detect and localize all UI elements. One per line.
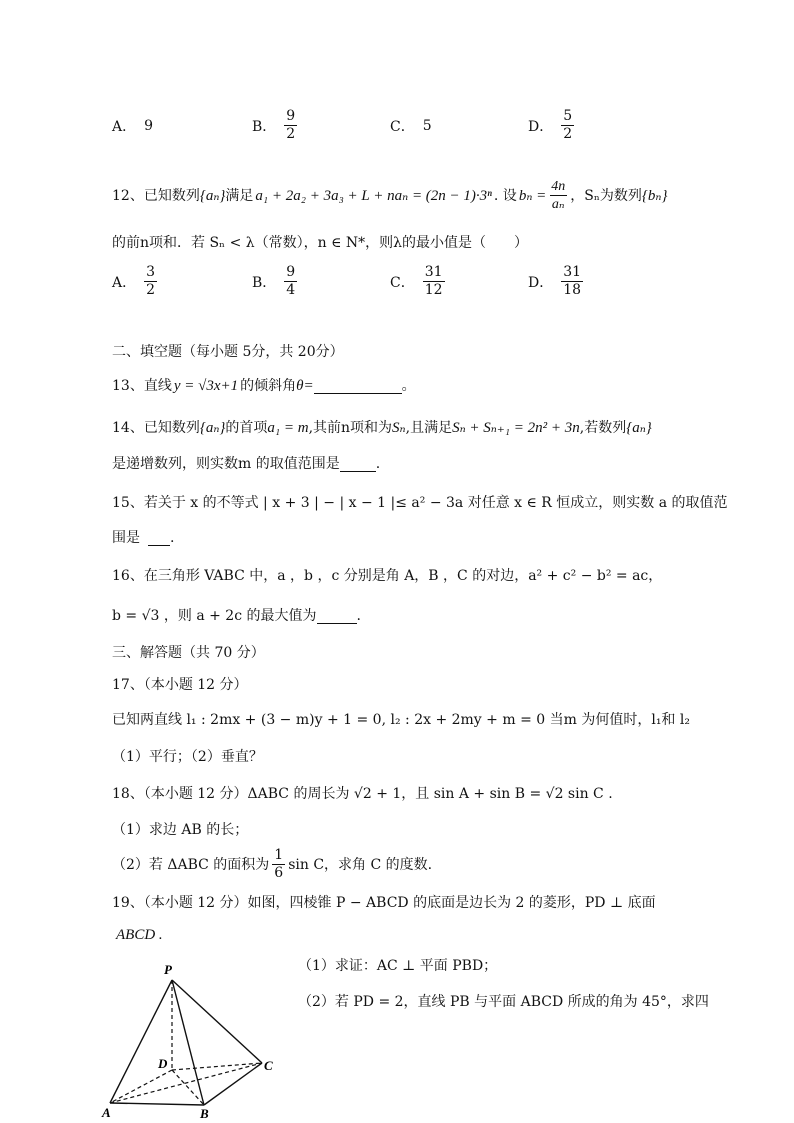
vertex-label-a: A [102,1105,111,1120]
text: . [356,608,361,624]
frac-den: 2 [146,282,156,298]
frac-den: 2 [563,126,573,142]
q17-line1: 已知两直线 l₁ : 2mx + (3 − m)y + 1 = 0, l₂ : 2x + 2my + m = 0 当m 为何值时，l₁和 l₂ [112,712,690,728]
text: 的首项 [225,420,268,436]
q12-option-a [112,264,157,299]
text: 围是 [112,530,140,546]
q11-option-b [252,108,297,143]
q14-line1 [112,418,652,438]
text: . 设 [493,187,517,204]
vertex-label-c: C [264,1058,273,1073]
text: ,若数列 [579,420,627,436]
frac-num: 4n [551,179,566,194]
text: . [375,456,381,472]
frac-num: 9 [286,264,296,280]
math-formula: y = √3x+1 [173,378,239,394]
edge-ab [110,1103,204,1105]
math: {aₙ} [199,187,226,204]
q12-option-b [252,264,297,299]
frac-num: 31 [563,264,582,280]
frac-den: 12 [424,282,443,298]
text: 满足 [225,187,254,204]
q12-line2: 的前n项和．若 Sₙ < λ（常数），n ∈ N*，则λ的最小值是（ ） [112,235,529,251]
q19-line1: 19、（本小题 12 分）如图，四棱锥 P − ABCD 的底面是边长为 2 的菱形，PD ⊥ 底面 [112,895,656,911]
answer-blank [317,609,357,624]
edge-pb [172,980,204,1105]
text: . [170,530,175,546]
text: 是递增数列，则实数m 的取值范围是 [112,456,340,472]
text: 已知数列 [143,187,200,204]
frac-den: aₙ [551,197,565,212]
math-formula: a₁ + 2a₂ + 3a₃ + L + naₙ = (2n − 1)·3ⁿ [255,187,492,204]
option-label: D． [528,274,554,291]
option-label: D． [528,118,554,135]
q12-line1 [112,178,668,213]
math: {aₙ} [199,420,226,436]
answer-blank [148,531,170,546]
math-fraction [272,847,285,882]
math-formula: Sₙ + Sₙ₊₁ = 2n² + 3n [452,420,580,436]
q15-line1: 15、若关于 x 的不等式 | x + 3 | − | x − 1 |≤ a² − 3a 对任意 x ∈ R 恒成立，则实数 a 的取值范 [112,495,728,511]
answer-blank [314,379,402,394]
q19-part1: （1）求证：AC ⊥ 平面 PBD； [298,958,498,974]
text: b = √3 ，则 a + 2c 的最大值为 [112,608,317,624]
q16-line2 [112,606,361,626]
q13 [112,376,416,396]
text: 13、直线 [112,378,172,394]
text: ,且满足 [405,420,453,436]
math: a₁ = m [267,420,309,436]
edge-pa [110,980,172,1103]
option-label: C． [390,274,415,291]
vertex-label-d: D [158,1056,168,1071]
option-value: 5 [422,118,432,134]
q11-option-d [528,108,574,143]
option-fraction [561,108,574,143]
answer-blank [340,457,376,472]
q16-line1: 16、在三角形 VABC 中，a ，b ，c 分别是角 A，B ，C 的对边，a² + c² − b² = ac， [112,568,663,584]
math: θ= [296,378,314,394]
frac-den: 18 [563,282,582,298]
option-fraction [284,108,297,143]
vertex-label-b: B [200,1106,209,1120]
q17-line2: （1）平行；（2）垂直？ [112,749,263,765]
math: bₙ = [518,187,547,204]
section-heading-solve: 三、解答题（共 70 分） [112,645,265,661]
text: 14、已知数列 [112,420,200,436]
q18-line1: 18、（本小题 12 分）ΔABC 的周长为 √2 + 1，且 sin A + sin B = √2 sin C . [112,786,613,802]
frac-num: 31 [424,264,443,280]
text: 的倾斜角 [240,378,297,394]
math: Sₙ [392,420,406,436]
frac-num: 9 [286,108,296,124]
option-label: A． [112,274,137,291]
q17-header: 17、（本小题 12 分） [112,677,248,693]
text: sin C，求角 C 的度数. [288,856,433,873]
q19-line2: ABCD . [116,927,163,943]
text: 。 [401,378,416,394]
text: ,其前n项和为 [308,420,393,436]
q15-line2 [112,528,174,548]
option-fraction [144,264,157,299]
text: Sₙ为数列 [584,187,642,204]
option-fraction [423,264,445,299]
option-label: B． [252,274,277,291]
math-fraction [549,178,567,213]
text: ， [570,187,585,204]
q19-part2: （2）若 PD = 2，直线 PB 与平面 ABCD 所成的角为 45°，求四 [298,994,709,1010]
option-label: B． [252,118,277,135]
math: {aₙ} [626,420,652,436]
q12-option-d [528,264,583,299]
option-fraction [561,264,583,299]
math: {bₙ} [641,187,668,204]
frac-num: 5 [563,108,573,124]
q18-line3 [112,847,432,882]
pyramid-figure [98,960,288,1120]
edge-bc [204,1063,262,1105]
question-number: 12、 [112,187,144,204]
q12-option-c [390,264,445,299]
frac-den: 4 [286,282,296,298]
option-value: 9 [144,118,154,134]
frac-den: 2 [286,126,296,142]
q11-option-a [112,116,153,136]
option-fraction [284,264,297,299]
frac-num: 3 [146,264,156,280]
frac-den: 6 [274,865,284,881]
vertex-label-p: P [164,962,172,977]
option-label: C． [390,119,415,135]
edge-da [110,1070,172,1103]
section-heading-fill-blank: 二、填空题（每小题 5分，共 20分） [112,344,344,360]
q11-option-c [390,116,432,136]
frac-num: 1 [274,847,284,863]
text: （2）若 ΔABC 的面积为 [112,856,270,873]
option-label: A． [112,119,137,135]
edge-pc [172,980,262,1063]
q14-line2 [112,454,380,474]
q18-line2: （1）求边 AB 的长； [112,822,249,838]
